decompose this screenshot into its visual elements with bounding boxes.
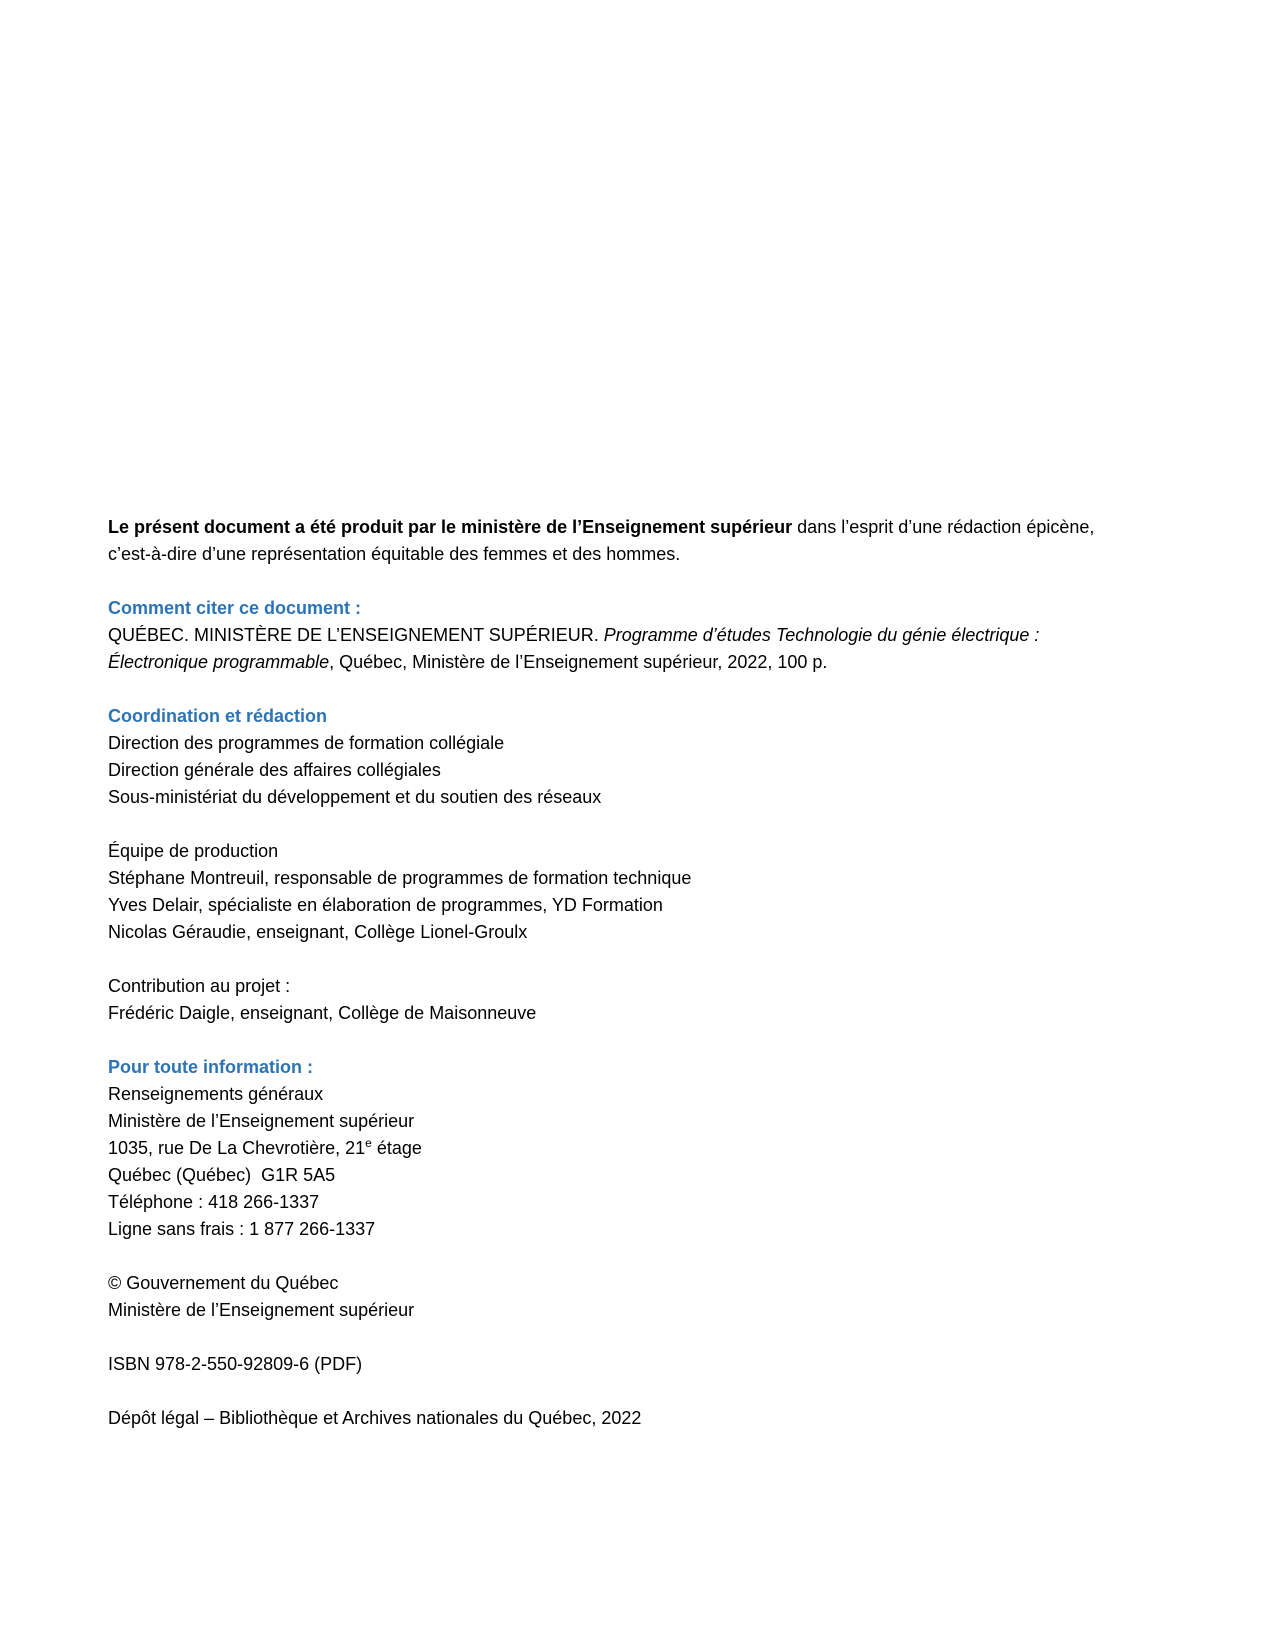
- copyright-paragraph: [108, 1270, 1110, 1324]
- document-content: [108, 514, 1110, 1432]
- text-segment: Stéphane Montreuil, responsable de programmes de formation technique: [108, 868, 692, 888]
- text-segment: Renseignements généraux: [108, 1084, 324, 1104]
- text-segment: Sous-ministériat du développement et du soutien des réseaux: [108, 787, 602, 807]
- isbn-paragraph: [108, 1351, 1110, 1378]
- text-segment: Contribution au projet :: [108, 976, 291, 996]
- text-segment: Équipe de production: [108, 841, 279, 861]
- text-segment: Téléphone : 418 266-1337: [108, 1192, 320, 1212]
- text-segment: Ministère de l’Enseignement supérieur: [108, 1300, 415, 1320]
- text-segment: Direction des programmes de formation collégiale: [108, 733, 505, 753]
- text-segment: Comment citer ce document :: [108, 598, 362, 618]
- text-segment: , Québec, Ministère de l’Enseignement supérieur, 2022, 100 p.: [329, 652, 828, 672]
- text-segment: Québec (Québec) G1R 5A5: [108, 1165, 336, 1185]
- text-segment: Coordination et rédaction: [108, 706, 328, 726]
- production-team-paragraph: [108, 838, 1110, 946]
- text-segment: Yves Delair, spécialiste en élaboration de programmes, YD Formation: [108, 895, 663, 915]
- contribution-paragraph: [108, 973, 1110, 1027]
- text-segment: © Gouvernement du Québec: [108, 1273, 339, 1293]
- text-segment: 1035, rue De La Chevrotière, 21: [108, 1138, 366, 1158]
- text-segment: dans l’esprit d’une rédaction épicène, c’est-à-dire d’une représentation équitable des femmes et des hommes.: [108, 517, 1100, 564]
- text-segment: Ministère de l’Enseignement supérieur: [108, 1111, 415, 1131]
- text-segment: Dépôt légal – Bibliothèque et Archives nationales du Québec, 2022: [108, 1408, 642, 1428]
- text-segment: Ligne sans frais : 1 877 266-1337: [108, 1219, 376, 1239]
- text-segment: étage: [371, 1138, 422, 1158]
- intro-paragraph: [108, 514, 1110, 568]
- cite-paragraph: [108, 622, 1110, 676]
- text-segment: Pour toute information :: [108, 1057, 313, 1077]
- coordination-heading: [108, 703, 1110, 730]
- information-heading: [108, 1054, 1110, 1081]
- text-segment: e: [365, 1136, 372, 1150]
- text-segment: Frédéric Daigle, enseignant, Collège de Maisonneuve: [108, 1003, 537, 1023]
- text-segment: QUÉBEC. MINISTÈRE DE L’ENSEIGNEMENT SUPÉRIEUR.: [108, 625, 604, 645]
- text-segment: Le présent document a été produit par le ministère de l’Enseignement supérieur: [108, 517, 793, 537]
- text-segment: Direction générale des affaires collégiales: [108, 760, 441, 780]
- cite-heading: [108, 595, 1110, 622]
- coordination-paragraph: [108, 730, 1110, 811]
- text-segment: Programme d’études Technologie du génie électrique : Électronique programmable: [108, 625, 1045, 672]
- legal-deposit-paragraph: [108, 1405, 1110, 1432]
- text-segment: Nicolas Géraudie, enseignant, Collège Lionel-Groulx: [108, 922, 528, 942]
- contact-paragraph: [108, 1081, 1110, 1243]
- text-segment: ISBN 978-2-550-92809-6 (PDF): [108, 1354, 363, 1374]
